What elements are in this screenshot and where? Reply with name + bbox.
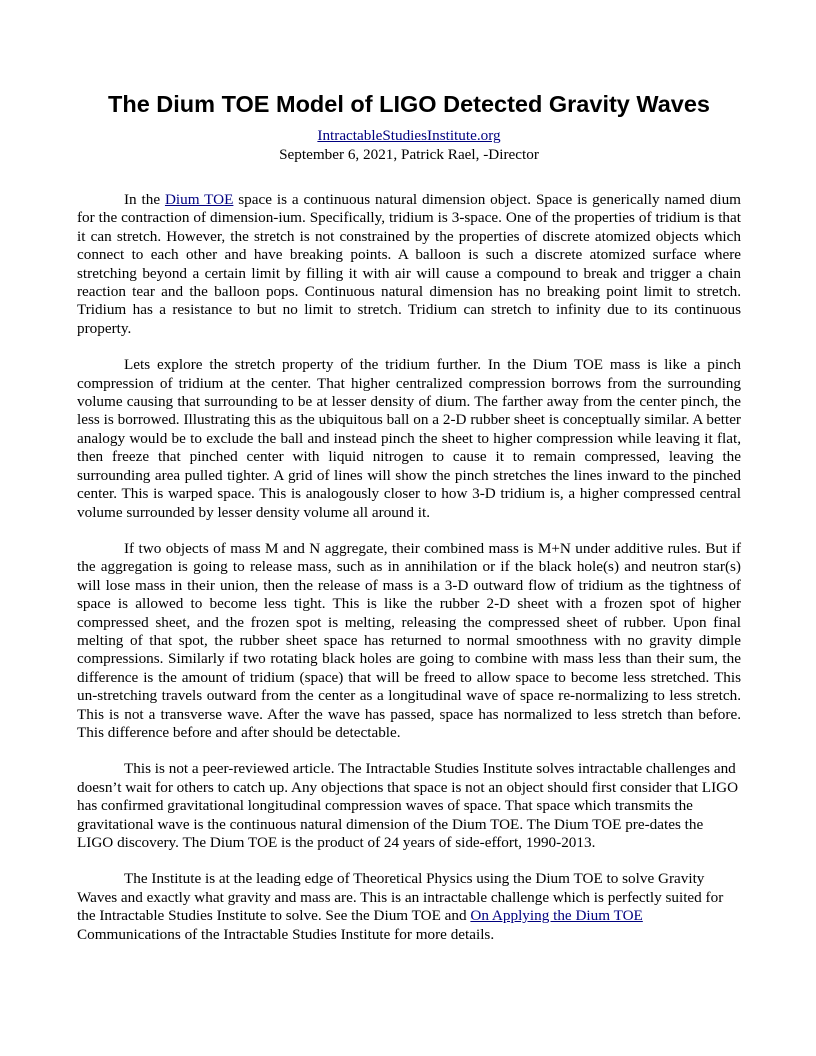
dium-toe-link[interactable]: Dium TOE — [164, 191, 234, 208]
article-body — [77, 191, 741, 944]
on-applying-dium-toe-link[interactable]: On Applying the Dium TOE — [470, 907, 643, 925]
page-title: The Dium TOE Model of LIGO Detected Gravity Waves — [108, 91, 710, 117]
document-meta — [77, 126, 741, 164]
paragraph-3: If two objects of mass M and N aggregate, their combined mass is M+N under additive rules. But if the aggregation is going to release mass, such as in annihilation or if the black hole(s) and neutron star(s) will lose mass in their union, then the release of mass is a 3-D outward flow of tridium as the tightness of space is allowed to become less tight. This is like the rubber 2-D sheet with a frozen spot of higher compressed sheet, and the frozen spot is melting, releasing the compressed sheet of rubber. Upon final melting of that spot, the rubber sheet space has returned to normal smoothness with no gravity dimple compressions. Similarly if two rotating black holes are going to combine with mass less than their sum, the difference is the amount of tridium (space) that will be freed to allow space to become less stretched. This un-stretching travels outward from the center as a longitudinal wave of space re-normalizing to less stretch. This is not a transverse wave. After the wave has passed, space has normalized to less stretch than before. This difference before and after should be detectable. — [77, 539, 741, 741]
paragraph-5-text-b: Communications of the Intractable Studies Institute for more details. — [77, 925, 495, 943]
site-link[interactable]: IntractableStudiesInstitute.org — [317, 127, 501, 144]
paragraph-1-text-a: In the — [124, 191, 165, 208]
paragraph-2: Lets explore the stretch property of the tridium further. In the Dium TOE mass is like a pinch compression of tridium at the center. That higher centralized compression borrows from the surrounding volume causing that surrounding to be at lesser density of dium. The farther away from the center pinch, the less is borrowed. Illustrating this as the ubiquitous ball on a 2-D rubber sheet is conceptually similar. A better analogy would be to exclude the ball and instead pinch the sheet to higher compression while leaving it flat, then freeze that pinched center with liquid nitrogen to cause it to remain compressed, leaving the surrounding area pulled tighter. A grid of lines will show the pinch stretches the lines inward to the pinched center. This is warped space. This is analogously closer to how 3-D tridium is, a higher compressed central volume surrounded by lesser density volume all around it. — [77, 356, 741, 521]
paragraph-5 — [77, 870, 741, 944]
document-page — [77, 88, 741, 962]
paragraph-5-text-a: The Institute is at the leading edge of Theoretical Physics using the Dium TOE to solve Gravity Waves and exactly what gravity and mass are. This is an intractable challenge which is perfectly suited for the Intractable Studies Institute to solve. See the Dium TOE and — [77, 870, 724, 925]
paragraph-1 — [77, 191, 741, 338]
paragraph-4: This is not a peer-reviewed article. The Intractable Studies Institute solves intractable challenges and doesn’t wait for others to catch up. Any objections that space is not an object should first consider that LIGO has confirmed gravitational longitudinal compression waves of space. That space which transmits the gravitational wave is the continuous natural dimension of the Dium TOE. The Dium TOE pre-dates the LIGO discovery. The Dium TOE is the product of 24 years of side-effort, 1990-2013. — [77, 760, 739, 851]
paragraph-1-text-b: space is a continuous natural dimension object. Space is generically named dium for the contraction of dimension-ium. Specifically, tridium is 3-space. One of the properties of tridium is that it can stretch. However, the stretch is not constrained by the properties of discrete atomized objects which connect to each other and have breaking points. A balloon is such a discrete atomized surface where stretching beyond a certain limit by filling it with air will cause a compound to break and trigger a chain reaction tear and the balloon pops. Continuous natural dimension has no breaking point limit to stretch. Tridium has a resistance to but no limit to stretch. Tridium can stretch to infinity due to its continuous property. — [77, 191, 741, 337]
byline: September 6, 2021, Patrick Rael, -Director — [279, 146, 539, 163]
